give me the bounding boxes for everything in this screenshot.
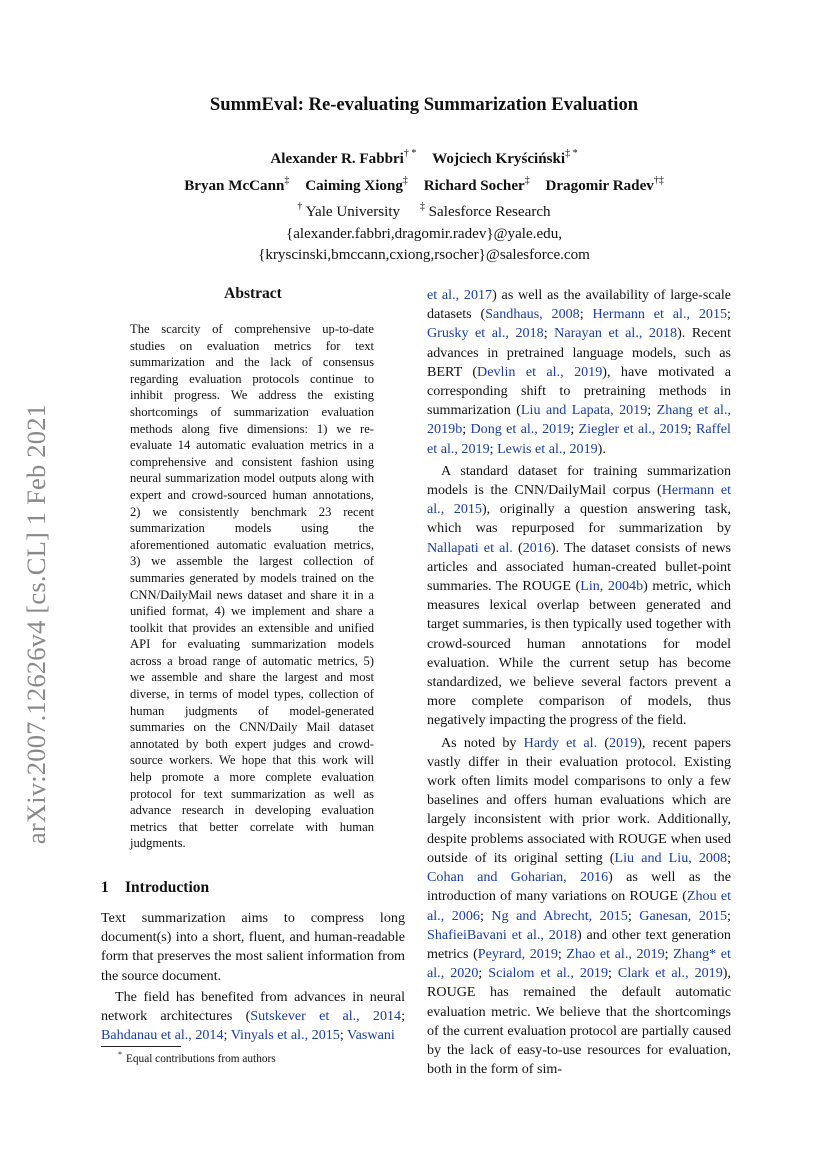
citation-link[interactable]: Hardy et al. — [523, 734, 598, 751]
citation-link[interactable]: Zhang* et al., 2020 — [427, 945, 731, 982]
citation-link[interactable]: Zhang et al., 2019b — [427, 402, 731, 438]
author-name: Wojciech Kryściński‡ * — [432, 148, 578, 168]
text-run: ; — [608, 965, 618, 982]
text-run: ; — [579, 306, 593, 323]
text-run: ; — [339, 1027, 348, 1044]
citation-link[interactable]: Vinyals et al., 2015 — [230, 1027, 340, 1044]
email-line: {alexander.fabbri,dragomir.radev}@yale.edu, — [285, 225, 563, 242]
text-run: ; — [478, 965, 489, 982]
author-name: Caiming Xiong‡ — [305, 174, 408, 194]
affiliation: ‡ Salesforce Research — [419, 201, 551, 221]
citation-link[interactable]: Vaswani — [347, 1027, 395, 1044]
citation-link[interactable]: Liu and Lapata, 2019 — [520, 402, 648, 419]
abstract-heading: Abstract — [224, 285, 282, 302]
section-title: Introduction — [125, 879, 210, 896]
text-run: ; — [223, 1027, 231, 1044]
affiliation: † Yale University — [297, 201, 401, 221]
text-run: ; — [687, 421, 696, 438]
text-run: ; — [570, 421, 579, 438]
text-run: ). The dataset consists of news articles and associated human-created bullet-point summaries. The ROUGE ( — [427, 539, 732, 595]
text-run: ) as well as the availability of large-scale datasets ( — [427, 287, 731, 323]
citation-link[interactable]: Raffel et al., 2019 — [427, 421, 731, 457]
citation-link[interactable]: Bahdanau et al., 2014 — [101, 1027, 224, 1044]
text-run: ), recent papers vastly differ in their evaluation protocol. Existing work often limits model comparisons to only a few baselines and offers human evaluations which are largely inconsistent with prior work. Additionally, despite problems associated with ROUGE when used outside of its original setting ( — [427, 734, 732, 866]
citation-link[interactable]: Dong et al., 2019 — [470, 421, 571, 438]
body-text — [427, 286, 731, 1079]
citation-link[interactable]: Sandhaus, 2008 — [485, 306, 580, 323]
citation-link[interactable]: Lin, 2004b — [580, 578, 644, 595]
text-run: ; — [647, 402, 657, 419]
author-name: Alexander R. Fabbri† * — [270, 148, 417, 168]
paragraph — [427, 462, 731, 731]
citation-link[interactable]: Narayan et al., 2018 — [554, 325, 678, 342]
text-run: A standard dataset for training summarization models is the CNN/DailyMail corpus ( — [427, 462, 731, 499]
citation-link[interactable]: et al., 2017 — [427, 287, 493, 303]
section-heading — [101, 879, 209, 897]
paper-title: SummEval: Re-evaluating Summarization Evaluation — [209, 94, 639, 115]
citation-link[interactable]: Ganesan, 2015 — [639, 907, 728, 924]
citation-link[interactable]: ShafieiBavani et al., 2018 — [427, 926, 577, 943]
arxiv-identifier: arXiv:2007.12626v4 [cs.CL] 1 Feb 2021 — [21, 403, 51, 845]
text-run: ; — [727, 907, 731, 924]
text-run: ) as well as the introduction of many variations on ROUGE ( — [427, 869, 731, 905]
text-run: ( — [597, 734, 610, 751]
citation-link[interactable]: Ziegler et al., 2019 — [578, 421, 688, 438]
text-run: ; — [627, 907, 640, 924]
text-run: ; — [543, 325, 555, 342]
author-block — [110, 144, 738, 267]
paragraph: Text summarization aims to compress long document(s) into a short, fluent, and human-readable form that preserves the most salient information from the source document. — [101, 910, 405, 984]
text-run: ). Recent advances in pretrained language models, such as BERT ( — [427, 325, 731, 380]
text-run: ), ROUGE has remained the default automatic evaluation metric. We believe that the shortcomings of the current evaluation protocol are partially caused by the lack of easy-to-use resources for evaluation, both in the form of sim- — [427, 965, 731, 1078]
text-run: ; — [557, 945, 567, 962]
citation-link[interactable]: Nallapati et al. — [427, 539, 513, 556]
text-run: ), have motivated a corresponding shift to pretraining methods in summarization ( — [427, 363, 731, 419]
text-run: ; — [489, 440, 498, 457]
section-number: 1 — [101, 879, 109, 896]
citation-link[interactable]: Hermann et al., 2015 — [592, 306, 728, 323]
author-name: Dragomir Radev†‡ — [545, 174, 664, 194]
text-run: ) and other text generation metrics ( — [427, 926, 731, 962]
text-run: ). — [597, 440, 606, 457]
text-run: ; — [462, 421, 471, 438]
text-run: ; — [401, 1008, 406, 1025]
text-run: ), originally a question answering task, which was repurposed for summarization by — [427, 501, 731, 537]
citation-link[interactable]: Cohan and Goharian, 2016 — [427, 869, 609, 886]
text-run: ( — [512, 539, 523, 556]
citation-link[interactable]: Hermann et al., 2015 — [427, 482, 731, 518]
text-run: ) metric, which measures lexical overlap between generated and target summaries, is then typically used together with crowd-sourced human annotations for model evaluation. While the current setup has become standardized, we believe several factors prevent a more complete comparison of models, thus negatively impacting the progress of the field. — [427, 578, 731, 729]
citation-link[interactable]: Zhao et al., 2019 — [566, 945, 665, 962]
footnote-rule — [101, 1046, 181, 1047]
text-run: The field has benefited from advances in neural network architectures ( — [101, 988, 405, 1025]
author-line-2 — [110, 171, 738, 198]
paragraph — [427, 286, 731, 459]
author-line-1 — [110, 144, 738, 171]
author-name: Bryan McCann‡ — [184, 174, 290, 194]
citation-link[interactable]: 2019 — [609, 734, 638, 751]
left-column — [101, 285, 406, 1044]
citation-link[interactable]: Ng and Abrecht, 2015 — [491, 907, 628, 924]
text-run: ; — [664, 945, 674, 962]
right-column — [427, 286, 731, 1079]
affiliations — [110, 197, 738, 224]
citation-link[interactable]: Liu and Liu, 2008 — [614, 849, 728, 866]
citation-link[interactable]: Clark et al., 2019 — [617, 965, 723, 982]
introduction-text — [101, 909, 405, 1045]
author-name: Richard Socher‡ — [423, 174, 530, 194]
footnote: * Equal contributions from authors — [118, 1050, 276, 1065]
citation-link[interactable]: Devlin et al., 2019 — [477, 363, 603, 380]
text-run: As noted by — [441, 734, 524, 751]
abstract-text: The scarcity of comprehensive up-to-date studies on evaluation metrics for text summarization and the lack of consensus regarding evaluation protocols continue to inhibit progress. We address the existing shortcomings of summarization evaluation methods along five dimensions: 1) we re-evaluate 14 automatic evaluation metrics in a comprehensive and consistent fashion using neural summarization model outputs along with expert and crowd-sourced human annotations, 2) we consistently benchmark 23 recent summarization models using the aforementioned automatic evaluation metrics, 3) we assemble the largest collection of summaries generated by models trained on the CNN/DailyMail news dataset and share it in a unified format, 4) we implement and share a toolkit that provides an extensible and unified API for evaluating summarization models across a broad range of automatic metrics, 5) we assemble and share the largest and most diverse, in terms of model types, collection of human judgments of model-generated summaries on the CNN/Daily Mail dataset annotated by both expert judges and crowd-source workers. We hope that this work will help promote a more complete evaluation protocol for text summarization as well as advance research in developing evaluation metrics that better correlate with human judgments. — [130, 322, 374, 851]
citation-link[interactable]: 2016 — [522, 539, 551, 556]
citation-link[interactable]: Scialom et al., 2019 — [488, 965, 609, 982]
citation-link[interactable]: Zhou et al., 2006 — [427, 888, 731, 924]
email-line: {kryscinski,bmccann,cxiong,rsocher}@salesforce.com — [258, 247, 590, 264]
text-run: ; — [479, 907, 492, 924]
text-run: ; — [727, 306, 731, 323]
citation-link[interactable]: Peyrard, 2019 — [477, 945, 558, 962]
citation-link[interactable]: Grusky et al., 2018 — [427, 325, 544, 342]
citation-link[interactable]: Sutskever et al., 2014 — [250, 1008, 402, 1025]
citation-link[interactable]: Lewis et al., 2019 — [497, 440, 598, 457]
paragraph — [101, 988, 405, 1046]
paragraph — [427, 734, 731, 1080]
text-run: ; — [727, 849, 731, 866]
